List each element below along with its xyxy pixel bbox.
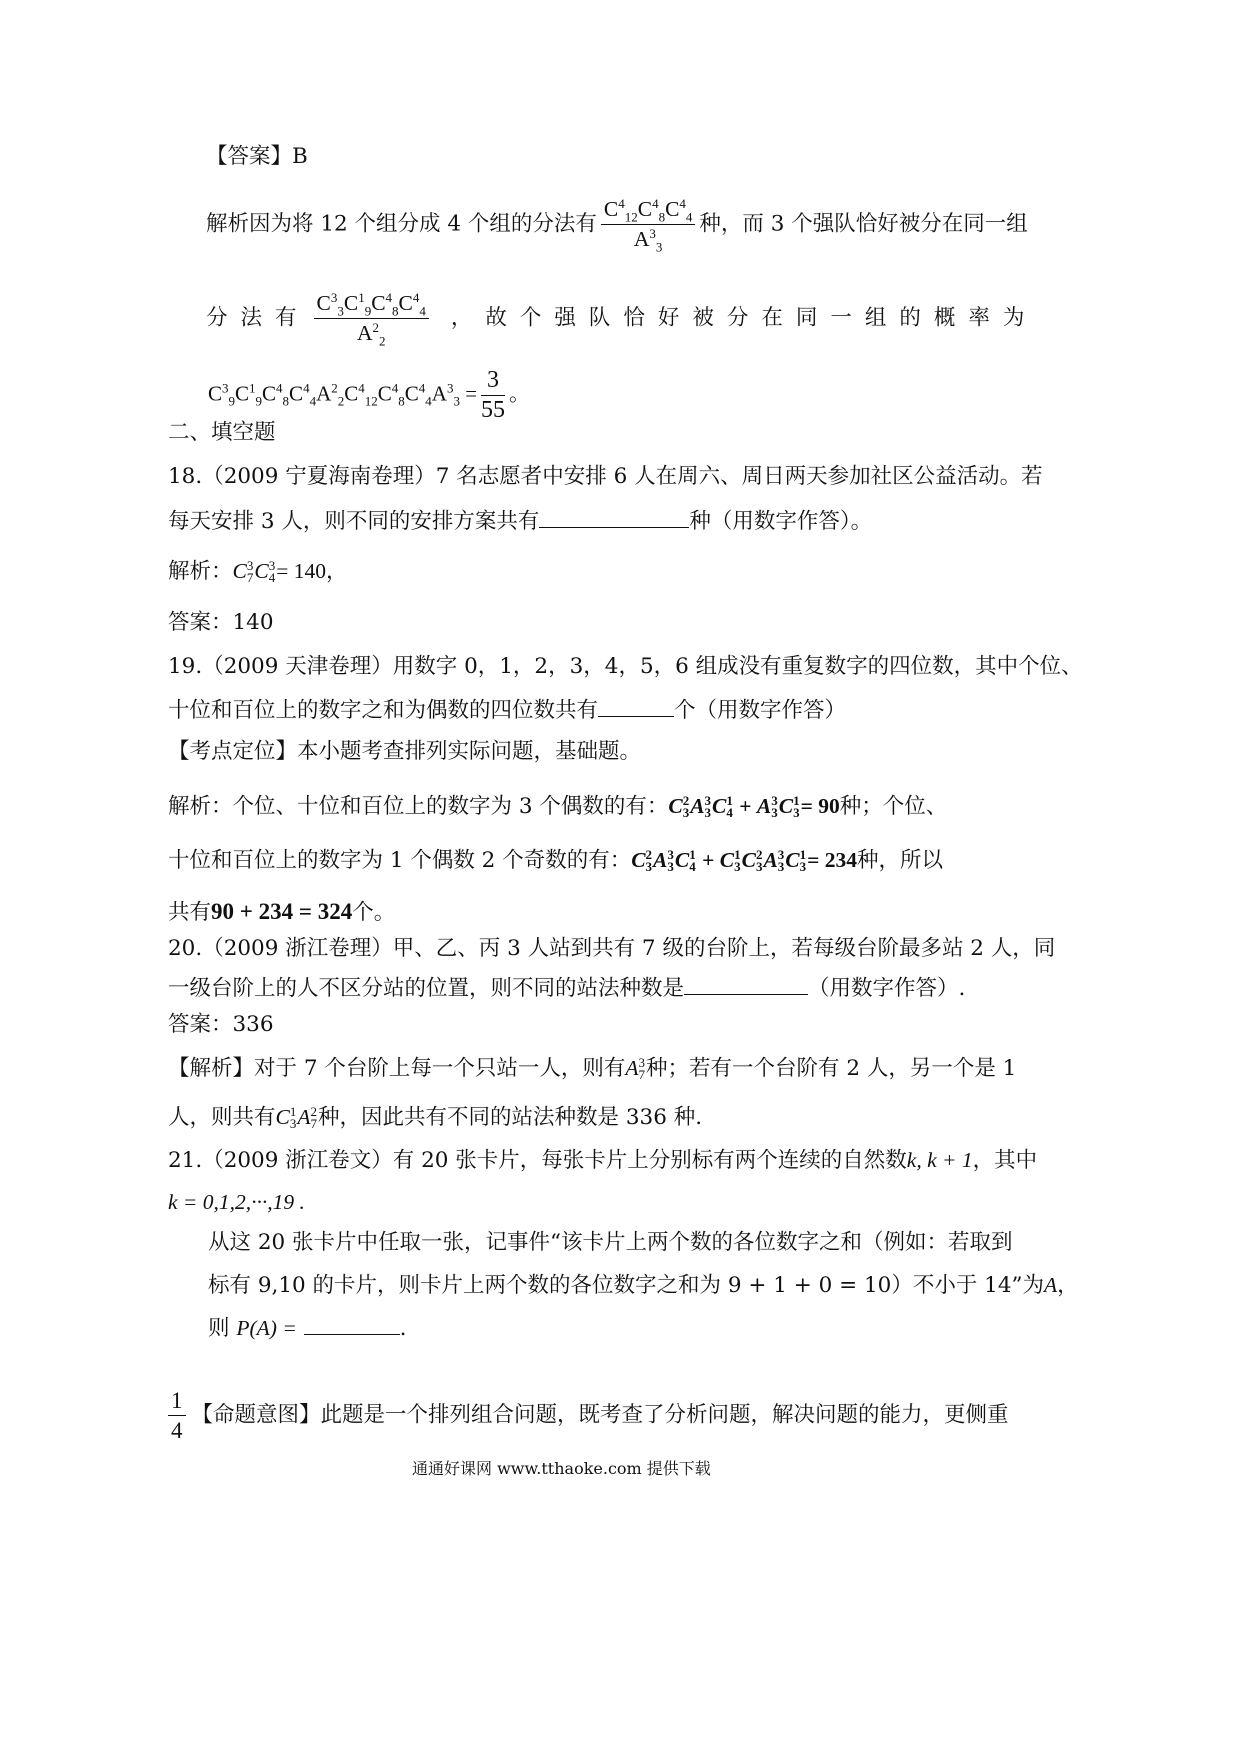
q20-line-2: 一级台阶上的人不区分站的位置，则不同的站法种数是 （用数字作答）.	[168, 972, 965, 1004]
answer-blank	[684, 972, 808, 995]
q21-line-5: 则 P(A) = .	[208, 1312, 407, 1344]
q19-line-2: 十位和百位上的数字之和为偶数的四位数共有 个（用数字作答）	[168, 694, 846, 726]
analysis-17-line-2: 分法有 $\frac{C^3_3C^1_9C^4_8C^4_4}{A^2_2}$ ，故个强队恰好被分在同一组的概率为	[206, 289, 1038, 349]
answer-label: 【答案】B	[206, 144, 308, 169]
answer-blank	[539, 505, 689, 528]
q18-line-2: 每天安排 3 人，则不同的安排方案共有 种（用数字作答）。	[168, 505, 872, 537]
q18-line-1: 18.（2009 宁夏海南卷理）7 名志愿者中安排 6 人在周六、周日两天参加社区公益活动。若	[168, 464, 1043, 489]
q19-line-1: 19.（2009 天津卷理）用数字 0，1，2，3，4，5，6 组成没有重复数字的四位数，其中个位、	[168, 654, 1083, 679]
q20-line-1: 20.（2009 浙江卷理）甲、乙、丙 3 人站到共有 7 级的台阶上，若每级台阶最多站 2 人，同	[168, 936, 1056, 961]
q20-analysis-2: 人，则共有C 1 3 A 2 7 种，因此共有不同的站法种数是 336 种.	[168, 1104, 703, 1131]
answer-blank	[304, 1312, 400, 1335]
q19-analysis-2: 十位和百位上的数字为 1 个偶数 2 个奇数的有：C 2 3 A 3 3 C 1 4 + C 1 3 C 2 3 A 3 3 C 1 3 = 234种，所以	[168, 847, 944, 874]
formula-same-group: $\frac{C^3_3C^1_9C^4_8C^4_4}{A^2_2}$	[314, 290, 429, 347]
q19-analysis-1: 解析：个位、十位和百位上的数字为 3 个偶数的有：C 2 3 A 3 3 C 1 4 + A 3 3 C 1 3 = 90种；个位、	[168, 793, 948, 820]
answer-blank	[598, 694, 674, 717]
q21-line-2: k = 0,1,2,···,19 .	[168, 1190, 305, 1214]
q21-line-3: 从这 20 张卡片中任取一张，记事件“该卡片上两个数的各位数字之和（例如：若取到	[208, 1230, 1013, 1255]
page-footer: 通通好课网 www.tthaoke.com 提供下载	[412, 1459, 711, 1478]
q20-analysis-1: 【解析】对于 7 个台阶上每一个只站一人，则有A 3 7 种；若有一个台阶有 2 人，另一个是 1	[168, 1055, 1017, 1082]
analysis-17-probability: $C^3_9C^1_9C^4_8C^4_4A^2_2C^4_{12}C^4_8C^4_4A^3_3$ = $\frac{3}{55}$ 。	[208, 367, 531, 423]
q20-answer: 答案：336	[168, 1012, 274, 1037]
q21-line-6: $\frac{1}{4}$ 【命题意图】此题是一个排列组合问题，既考查了分析问题，解决问题的能力，更侧重	[168, 1387, 1009, 1444]
q18-answer: 答案：140	[168, 610, 274, 635]
q21-line-4: 标有 9,10 的卡片，则卡片上两个数的各位数字之和为 9 + 1 + 0 = 10）不小于 14”为A，	[208, 1273, 1079, 1298]
q19-analysis-3: 共有90 + 234 = 324个。	[168, 899, 396, 925]
formula-grouping: $\frac{C^4_{12}C^4_8C^4_4}{A^3_3}$	[601, 196, 696, 253]
answer-fraction: $\frac{1}{4}$	[168, 1387, 186, 1444]
analysis-17-line-1: 解析因为将 12 个组分成 4 个组的分法有 $\frac{C^4_{12}C^4_8C^4_4}{A^3_3}$ 种，而 3 个强队恰好被分在同一组	[206, 195, 1028, 255]
section-title: 二、填空题	[168, 420, 276, 445]
q18-analysis: 解析：C 3 7 C 3 4 = 140，	[168, 558, 348, 585]
q21-line-1: 21.（2009 浙江卷文）有 20 张卡片，每张卡片上分别标有两个连续的自然数k, k + 1，其中	[168, 1148, 1038, 1173]
q19-kaodian: 【考点定位】本小题考查排列实际问题，基础题。	[168, 739, 642, 764]
